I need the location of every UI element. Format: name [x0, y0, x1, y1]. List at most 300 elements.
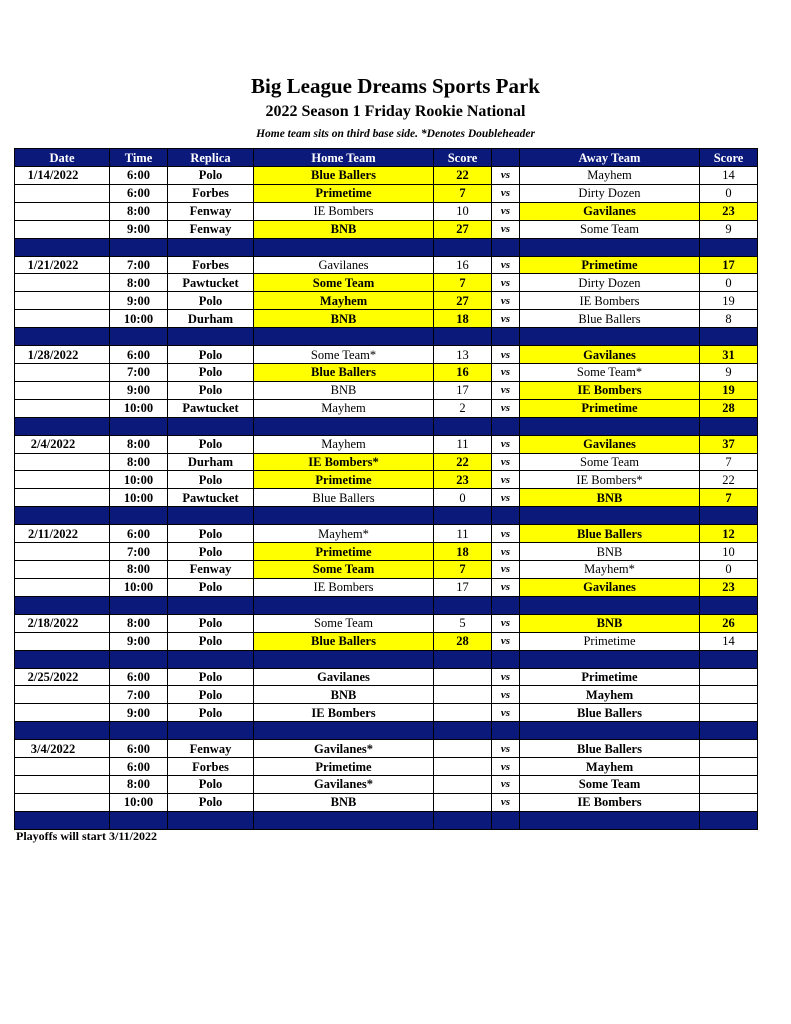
vs-label: vs: [492, 471, 520, 489]
game-time: 10:00: [110, 578, 168, 596]
separator-cell: [492, 238, 520, 256]
game-date: [15, 364, 110, 382]
game-replica: Durham: [168, 453, 254, 471]
home-team: Gavilanes*: [254, 740, 434, 758]
separator-cell: [700, 811, 758, 829]
away-team: Mayhem*: [520, 561, 700, 579]
home-score: 16: [434, 364, 492, 382]
page-subtitle: 2022 Season 1 Friday Rookie National: [265, 103, 526, 120]
game-replica: Polo: [168, 704, 254, 722]
game-replica: Fenway: [168, 202, 254, 220]
away-score: 17: [700, 256, 758, 274]
separator-cell: [492, 811, 520, 829]
week-separator: [15, 722, 758, 740]
vs-label: vs: [492, 399, 520, 417]
game-replica: Fenway: [168, 561, 254, 579]
game-row: [15, 364, 758, 382]
separator-cell: [434, 722, 492, 740]
week-separator: [15, 238, 758, 256]
separator-cell: [700, 596, 758, 614]
vs-label: vs: [492, 346, 520, 364]
separator-cell: [520, 238, 700, 256]
game-row: [15, 274, 758, 292]
home-score: 13: [434, 346, 492, 364]
separator-cell: [700, 650, 758, 668]
home-score: 0: [434, 489, 492, 507]
playoffs-note: Playoffs will start 3/11/2022: [16, 829, 157, 843]
vs-label: vs: [492, 256, 520, 274]
separator-cell: [520, 596, 700, 614]
game-date: 2/4/2022: [15, 435, 110, 453]
week-separator: [15, 811, 758, 829]
vs-label: vs: [492, 740, 520, 758]
game-date: [15, 632, 110, 650]
game-row: [15, 256, 758, 274]
separator-cell: [700, 722, 758, 740]
home-score: [434, 668, 492, 686]
away-score: 7: [700, 489, 758, 507]
game-date: 2/11/2022: [15, 525, 110, 543]
away-team: BNB: [520, 543, 700, 561]
home-team: BNB: [254, 310, 434, 328]
vs-label: vs: [492, 758, 520, 776]
home-score: 27: [434, 292, 492, 310]
separator-cell: [168, 417, 254, 435]
game-row: [15, 614, 758, 632]
game-time: 10:00: [110, 471, 168, 489]
page-title: Big League Dreams Sports Park: [251, 74, 540, 98]
separator-cell: [434, 650, 492, 668]
home-score: 11: [434, 435, 492, 453]
vs-label: vs: [492, 793, 520, 811]
separator-cell: [520, 328, 700, 346]
away-score: [700, 686, 758, 704]
separator-cell: [254, 507, 434, 525]
game-time: 9:00: [110, 220, 168, 238]
game-date: [15, 274, 110, 292]
vs-label: vs: [492, 310, 520, 328]
separator-cell: [110, 722, 168, 740]
away-team: Blue Ballers: [520, 310, 700, 328]
away-score: 19: [700, 292, 758, 310]
schedule-note: Home team sits on third base side. *Denotes Doubleheader: [256, 128, 535, 140]
away-team: Gavilanes: [520, 578, 700, 596]
away-team: Gavilanes: [520, 202, 700, 220]
week-separator: [15, 328, 758, 346]
away-team: IE Bombers: [520, 292, 700, 310]
home-score: 22: [434, 167, 492, 185]
home-score: 27: [434, 220, 492, 238]
away-score: 0: [700, 274, 758, 292]
game-replica: Polo: [168, 776, 254, 794]
game-date: [15, 381, 110, 399]
vs-label: vs: [492, 776, 520, 794]
away-score: 0: [700, 561, 758, 579]
home-team: Primetime: [254, 184, 434, 202]
game-date: 3/4/2022: [15, 740, 110, 758]
separator-cell: [254, 238, 434, 256]
game-replica: Polo: [168, 668, 254, 686]
separator-cell: [110, 328, 168, 346]
game-replica: Polo: [168, 578, 254, 596]
separator-cell: [168, 722, 254, 740]
game-replica: Polo: [168, 435, 254, 453]
away-team: Mayhem: [520, 758, 700, 776]
game-row: [15, 668, 758, 686]
game-replica: Polo: [168, 543, 254, 561]
game-time: 8:00: [110, 202, 168, 220]
game-row: [15, 632, 758, 650]
game-date: 1/14/2022: [15, 167, 110, 185]
game-date: [15, 292, 110, 310]
home-score: 5: [434, 614, 492, 632]
home-score: 23: [434, 471, 492, 489]
game-row: [15, 292, 758, 310]
game-row: [15, 740, 758, 758]
home-score: [434, 758, 492, 776]
away-score: 31: [700, 346, 758, 364]
home-team: Blue Ballers: [254, 364, 434, 382]
home-team: Blue Ballers: [254, 489, 434, 507]
game-replica: Forbes: [168, 758, 254, 776]
separator-cell: [700, 328, 758, 346]
separator-cell: [434, 238, 492, 256]
game-time: 9:00: [110, 292, 168, 310]
game-time: 6:00: [110, 668, 168, 686]
game-replica: Pawtucket: [168, 274, 254, 292]
home-score: [434, 793, 492, 811]
separator-cell: [434, 417, 492, 435]
game-time: 10:00: [110, 399, 168, 417]
home-score: 7: [434, 184, 492, 202]
game-replica: Polo: [168, 292, 254, 310]
separator-cell: [520, 417, 700, 435]
game-row: [15, 686, 758, 704]
game-date: [15, 310, 110, 328]
week-separator: [15, 596, 758, 614]
home-team: Gavilanes: [254, 668, 434, 686]
away-team: Primetime: [520, 632, 700, 650]
home-score: 18: [434, 543, 492, 561]
game-row: [15, 399, 758, 417]
game-time: 9:00: [110, 704, 168, 722]
game-row: [15, 184, 758, 202]
home-team: IE Bombers: [254, 578, 434, 596]
separator-cell: [492, 650, 520, 668]
away-team: Blue Ballers: [520, 740, 700, 758]
game-replica: Polo: [168, 614, 254, 632]
home-team: IE Bombers: [254, 202, 434, 220]
home-score: 7: [434, 274, 492, 292]
game-row: [15, 310, 758, 328]
header-home-team: Home Team: [254, 149, 434, 167]
game-date: [15, 758, 110, 776]
header-date: Date: [15, 149, 110, 167]
away-team: IE Bombers: [520, 381, 700, 399]
game-date: [15, 471, 110, 489]
game-date: 1/21/2022: [15, 256, 110, 274]
game-row: [15, 346, 758, 364]
game-row: [15, 793, 758, 811]
separator-cell: [15, 238, 110, 256]
game-replica: Polo: [168, 471, 254, 489]
away-score: [700, 758, 758, 776]
game-time: 6:00: [110, 525, 168, 543]
game-row: [15, 381, 758, 399]
separator-cell: [492, 596, 520, 614]
home-team: Primetime: [254, 758, 434, 776]
table-header-row: [15, 149, 758, 167]
game-date: 1/28/2022: [15, 346, 110, 364]
game-row: [15, 758, 758, 776]
vs-label: vs: [492, 274, 520, 292]
game-time: 8:00: [110, 561, 168, 579]
home-team: Blue Ballers: [254, 167, 434, 185]
header-away-team: Away Team: [520, 149, 700, 167]
home-team: IE Bombers*: [254, 453, 434, 471]
home-score: [434, 776, 492, 794]
away-team: Gavilanes: [520, 346, 700, 364]
away-team: Primetime: [520, 399, 700, 417]
game-replica: Durham: [168, 310, 254, 328]
home-score: [434, 740, 492, 758]
separator-cell: [110, 417, 168, 435]
game-row: [15, 776, 758, 794]
game-time: 10:00: [110, 310, 168, 328]
separator-cell: [254, 811, 434, 829]
separator-cell: [168, 596, 254, 614]
home-team: Some Team: [254, 561, 434, 579]
vs-label: vs: [492, 489, 520, 507]
home-team: Some Team: [254, 274, 434, 292]
away-team: Blue Ballers: [520, 525, 700, 543]
away-team: Dirty Dozen: [520, 274, 700, 292]
home-team: Gavilanes: [254, 256, 434, 274]
home-team: Mayhem: [254, 435, 434, 453]
game-row: [15, 471, 758, 489]
game-time: 9:00: [110, 381, 168, 399]
away-score: 28: [700, 399, 758, 417]
game-date: [15, 793, 110, 811]
game-date: 2/18/2022: [15, 614, 110, 632]
game-row: [15, 435, 758, 453]
away-score: 7: [700, 453, 758, 471]
game-date: [15, 489, 110, 507]
game-time: 8:00: [110, 274, 168, 292]
separator-cell: [254, 596, 434, 614]
game-date: [15, 220, 110, 238]
vs-label: vs: [492, 543, 520, 561]
game-row: [15, 220, 758, 238]
separator-cell: [434, 596, 492, 614]
game-replica: Fenway: [168, 220, 254, 238]
away-score: 19: [700, 381, 758, 399]
home-score: 7: [434, 561, 492, 579]
home-team: Mayhem: [254, 399, 434, 417]
away-score: 22: [700, 471, 758, 489]
game-time: 7:00: [110, 543, 168, 561]
separator-cell: [520, 811, 700, 829]
vs-label: vs: [492, 292, 520, 310]
game-time: 6:00: [110, 346, 168, 364]
separator-cell: [492, 328, 520, 346]
game-time: 8:00: [110, 435, 168, 453]
game-replica: Polo: [168, 525, 254, 543]
game-replica: Polo: [168, 632, 254, 650]
away-team: Some Team: [520, 776, 700, 794]
home-score: 2: [434, 399, 492, 417]
home-team: BNB: [254, 793, 434, 811]
away-team: Some Team: [520, 453, 700, 471]
game-row: [15, 489, 758, 507]
game-date: [15, 202, 110, 220]
header-time: Time: [110, 149, 168, 167]
game-time: 8:00: [110, 776, 168, 794]
separator-cell: [434, 811, 492, 829]
home-team: BNB: [254, 220, 434, 238]
separator-cell: [168, 650, 254, 668]
away-score: [700, 740, 758, 758]
home-score: 17: [434, 578, 492, 596]
vs-label: vs: [492, 435, 520, 453]
separator-cell: [492, 722, 520, 740]
home-team: BNB: [254, 686, 434, 704]
game-replica: Polo: [168, 793, 254, 811]
game-date: [15, 184, 110, 202]
home-score: 17: [434, 381, 492, 399]
game-row: [15, 543, 758, 561]
away-score: 9: [700, 220, 758, 238]
separator-cell: [700, 238, 758, 256]
separator-cell: [15, 811, 110, 829]
schedule-body: [15, 167, 758, 830]
game-date: [15, 686, 110, 704]
schedule-table: [14, 148, 758, 830]
game-row: [15, 578, 758, 596]
away-score: 37: [700, 435, 758, 453]
away-score: 12: [700, 525, 758, 543]
away-score: 9: [700, 364, 758, 382]
home-score: 28: [434, 632, 492, 650]
vs-label: vs: [492, 704, 520, 722]
away-score: [700, 704, 758, 722]
separator-cell: [254, 722, 434, 740]
vs-label: vs: [492, 561, 520, 579]
separator-cell: [520, 722, 700, 740]
game-row: [15, 202, 758, 220]
separator-cell: [492, 507, 520, 525]
home-score: 22: [434, 453, 492, 471]
home-score: 10: [434, 202, 492, 220]
week-separator: [15, 507, 758, 525]
header-vs: [492, 149, 520, 167]
away-score: 8: [700, 310, 758, 328]
separator-cell: [254, 328, 434, 346]
separator-cell: [15, 650, 110, 668]
game-date: [15, 578, 110, 596]
game-time: 6:00: [110, 167, 168, 185]
separator-cell: [434, 328, 492, 346]
game-time: 6:00: [110, 758, 168, 776]
away-score: 0: [700, 184, 758, 202]
separator-cell: [168, 328, 254, 346]
game-date: [15, 561, 110, 579]
game-date: [15, 399, 110, 417]
vs-label: vs: [492, 668, 520, 686]
away-team: Primetime: [520, 256, 700, 274]
vs-label: vs: [492, 525, 520, 543]
away-team: BNB: [520, 489, 700, 507]
vs-label: vs: [492, 686, 520, 704]
home-team: Blue Ballers: [254, 632, 434, 650]
separator-cell: [700, 417, 758, 435]
separator-cell: [700, 507, 758, 525]
vs-label: vs: [492, 453, 520, 471]
game-replica: Polo: [168, 364, 254, 382]
separator-cell: [110, 650, 168, 668]
game-time: 10:00: [110, 489, 168, 507]
game-replica: Polo: [168, 346, 254, 364]
game-time: 8:00: [110, 453, 168, 471]
away-score: 23: [700, 202, 758, 220]
home-score: [434, 686, 492, 704]
vs-label: vs: [492, 578, 520, 596]
away-team: Gavilanes: [520, 435, 700, 453]
separator-cell: [15, 328, 110, 346]
away-team: IE Bombers: [520, 793, 700, 811]
game-time: 9:00: [110, 632, 168, 650]
separator-cell: [492, 417, 520, 435]
separator-cell: [15, 417, 110, 435]
separator-cell: [15, 722, 110, 740]
game-time: 6:00: [110, 184, 168, 202]
home-team: Primetime: [254, 471, 434, 489]
away-score: 26: [700, 614, 758, 632]
game-time: 10:00: [110, 793, 168, 811]
vs-label: vs: [492, 184, 520, 202]
vs-label: vs: [492, 381, 520, 399]
away-score: [700, 668, 758, 686]
away-team: Mayhem: [520, 686, 700, 704]
game-row: [15, 167, 758, 185]
home-team: Primetime: [254, 543, 434, 561]
home-team: Gavilanes*: [254, 776, 434, 794]
header-home-score: Score: [434, 149, 492, 167]
separator-cell: [168, 507, 254, 525]
home-score: 18: [434, 310, 492, 328]
game-replica: Pawtucket: [168, 489, 254, 507]
away-score: 10: [700, 543, 758, 561]
vs-label: vs: [492, 167, 520, 185]
separator-cell: [434, 507, 492, 525]
separator-cell: [110, 596, 168, 614]
separator-cell: [110, 811, 168, 829]
away-team: IE Bombers*: [520, 471, 700, 489]
away-score: [700, 776, 758, 794]
game-date: [15, 776, 110, 794]
home-team: Mayhem: [254, 292, 434, 310]
game-date: [15, 543, 110, 561]
separator-cell: [520, 507, 700, 525]
game-replica: Fenway: [168, 740, 254, 758]
home-score: 11: [434, 525, 492, 543]
away-score: [700, 793, 758, 811]
game-replica: Forbes: [168, 256, 254, 274]
vs-label: vs: [492, 632, 520, 650]
game-date: [15, 453, 110, 471]
game-time: 7:00: [110, 686, 168, 704]
game-time: 7:00: [110, 364, 168, 382]
